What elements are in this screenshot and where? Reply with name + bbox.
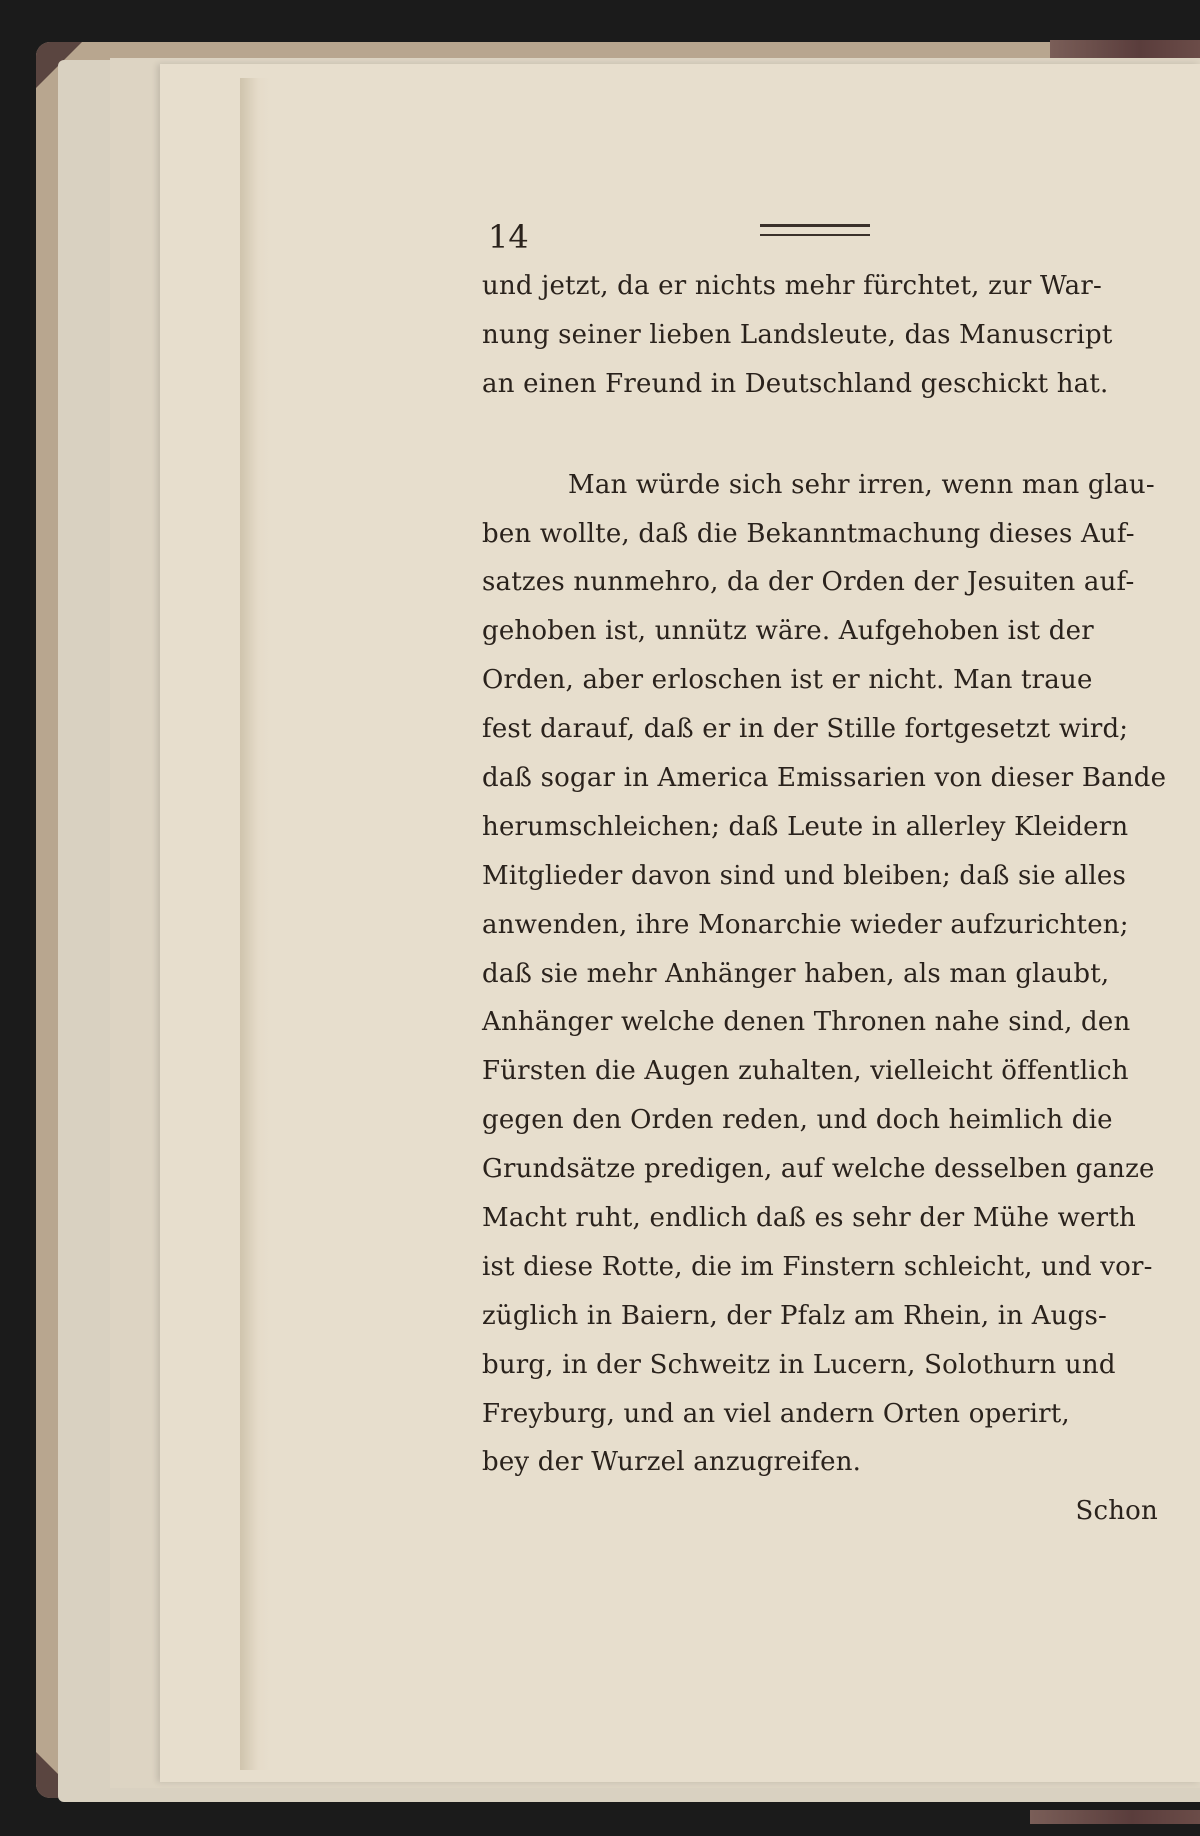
page-number: 14 xyxy=(488,218,529,256)
text-line: Freyburg, und an viel andern Orten operirt, xyxy=(482,1398,1070,1429)
text-line: Orden, aber erloschen ist er nicht. Man traue xyxy=(482,665,1093,696)
paragraph-gap xyxy=(482,409,1158,461)
text-line: an einen Freund in Deutschland geschickt hat. xyxy=(482,368,1109,399)
page-text-block xyxy=(482,210,1167,1536)
text-line: und jetzt, da er nichts mehr fürchtet, zur War- xyxy=(482,271,1102,301)
text-line: Grundsätze predigen, auf welche desselben ganze xyxy=(482,1154,1155,1185)
text-line: anwenden, ihre Monarchie wieder aufzurichten; xyxy=(482,909,1129,940)
text-line: daß sie mehr Anhänger haben, als man glaubt, xyxy=(482,958,1110,989)
text-line: fest darauf, daß er in der Stille fortgesetzt wird; xyxy=(482,714,1129,745)
text-line: nung seiner lieben Landsleute, das Manuscript xyxy=(482,319,1113,350)
text-line: gegen den Orden reden, und doch heimlich die xyxy=(482,1105,1113,1136)
header-rule xyxy=(760,224,870,227)
text-line: gehoben ist, unnütz wäre. Aufgehoben ist der xyxy=(482,616,1094,647)
text-line: Anhänger welche denen Thronen nahe sind, den xyxy=(482,1007,1131,1038)
text-line: herumschleichen; daß Leute in allerley Kleidern xyxy=(482,811,1129,842)
spine-edge-bottom xyxy=(1030,1810,1200,1824)
text-line: burg, in der Schweitz in Lucern, Solothurn und xyxy=(482,1349,1116,1380)
header-rule-thin xyxy=(760,234,870,236)
text-line: ben wollte, daß die Bekanntmachung dieses Auf- xyxy=(482,518,1135,549)
text-line: Man würde sich sehr irren, wenn man glau- xyxy=(568,469,1155,500)
page-gutter-shadow xyxy=(240,78,270,1770)
text-line: Fürsten die Augen zuhalten, vielleicht öffentlich xyxy=(482,1056,1129,1087)
text-line: daß sogar in America Emissarien von dieser Bande xyxy=(482,763,1167,794)
paragraph-2 xyxy=(482,461,1167,1488)
text-line: züglich in Baiern, der Pfalz am Rhein, in Augs- xyxy=(482,1300,1107,1331)
text-line: Mitglieder davon sind und bleiben; daß sie alles xyxy=(482,860,1126,891)
page-header xyxy=(482,210,1158,262)
text-line: satzes nunmehro, da der Orden der Jesuiten auf- xyxy=(482,567,1135,598)
text-line: ist diese Rotte, die im Finstern schleicht, und vor- xyxy=(482,1251,1153,1282)
spine-edge-top xyxy=(1050,40,1200,60)
text-line: bey der Wurzel anzugreifen. xyxy=(482,1447,862,1478)
catchword: Schon xyxy=(1075,1496,1158,1527)
paragraph-1 xyxy=(482,262,1158,409)
text-line: Macht ruht, endlich daß es sehr der Mühe werth xyxy=(482,1203,1136,1234)
